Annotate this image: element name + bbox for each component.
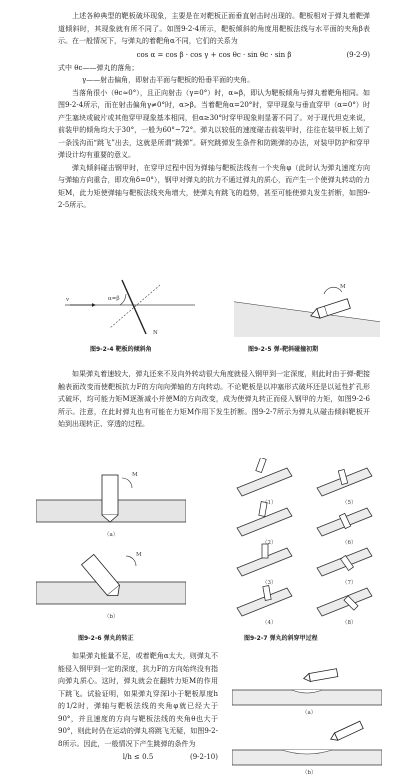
figure-9-2-4 <box>60 270 200 340</box>
paragraph-4: 如果弹丸着速较大，弹丸还来不及向外转动很大角度就侵入钢甲到一定深度，则此时由于弹-靶接触表面改变而使靶板抗力F的方向向弹轴的方向转动。不论靶板是以冲塞形式破坏还是以延性扩孔形式破坏，均可能力矩M逐渐减小并使M的方向改变，成为使弹丸转正而侵入钢甲的力矩，如图9-2-6所示。注意，在此时弹丸也有可能在力矩M作用下发生折断。图9-2-7所示为弹丸从碰击倾斜靶板开始到出现转正、穿透的过程。 <box>58 370 370 428</box>
paragraph-5: 如果弹丸能量不足，或着靶角α太大，则弹丸不能侵入钢甲到一定的深度，抗力F的方向始终没有指向弹丸质心。这时，弹丸就会在翻转力矩M的作用下跳飞。试验证明，如果弹丸穿深l小于靶板厚度h的1/2时，弹轴与靶板法线的夹角φ就已经大于90°，并且速度的方向与靶板法线的夹角θ也大于90°，则此时仍在运动的弹丸将跳飞无疑，如图9-2-8所示。因此，一般情况下产生跳弹的条件为 <box>58 652 218 748</box>
equation-number: (9-2-9) <box>346 50 370 59</box>
paragraph-1: 上述各种典型的靶板破坏现象，主要是在对靶板正面垂直射击时出现的。靶板相对于弹丸着靶弹道倾斜时，其现象就有所不同了。如图9-2-4所示，靶板倾斜的角度用靶板法线与水平面的夹角β表示。在一般情况下，与弹丸的着靶角α不同，它们的关系为 <box>58 12 370 45</box>
step-label-8: （8） <box>342 620 357 626</box>
step-label-6: （6） <box>342 540 357 546</box>
angle-label: α=β <box>108 296 120 302</box>
step-label-7: （7） <box>342 580 357 586</box>
step-label-2: （2） <box>262 540 277 546</box>
step-label-4: （4） <box>262 620 277 626</box>
figure-9-2-6-caption: 图9-2-6 弹丸的转正 <box>78 635 134 642</box>
figure-9-2-4-drawing <box>60 270 200 340</box>
paragraph-2: 当落角很小（θc≈0°），且正向射击（γ=0°）时，α≈β，即认为靶板倾角与弹丸着靶角相同。如图9-2-4所示，而在射击偏角γ≠0°时，α>β。当着靶角α=20°时，穿甲现象与垂直穿甲（α=0°）时产生塞块或破片或其他穿甲现象基本相同，但α≥30°时穿甲现象则显著不同了。对于现代坦克来说，前装甲的倾角均大于30°，一般为60°~72°。弹丸以较低的速度碰击前装甲时，往往在装甲板上划了一条浅沟而“跳飞”出去，这就是所谓“跳弹”。研究跳弹发生条件和防跳弹的办法，对装甲防护和穿甲弹设计均有重要的意义。 <box>58 88 370 159</box>
where-line-1: 式中 θc——弹丸的落角； <box>58 63 139 72</box>
moment-label-b: M <box>136 552 142 558</box>
moment-label: M <box>340 284 346 290</box>
normal-label: N <box>153 330 158 336</box>
equation-9-2-9 <box>58 49 370 61</box>
sub-label-a: （a） <box>302 710 317 716</box>
where-line-2: γ——射击偏角，即射击平面与靶板的铅垂平面的夹角。 <box>82 76 255 84</box>
figure-9-2-4-caption: 图9-2-4 靶板的倾斜角 <box>90 346 152 353</box>
figure-9-2-7-caption: 图9-2-7 弹丸的斜穿甲过程 <box>244 635 318 642</box>
figure-9-2-8 <box>232 660 382 780</box>
figure-9-2-8-drawing <box>232 660 382 780</box>
figure-9-2-5-drawing <box>232 282 382 337</box>
equation-formula: l/h ≤ 0.5 <box>122 753 154 761</box>
text-block-3 <box>58 650 218 764</box>
figure-9-2-6-drawing <box>36 470 186 630</box>
velocity-label: v <box>66 297 70 303</box>
figure-9-2-7-drawing <box>232 458 382 628</box>
sub-label-b: （b） <box>104 614 119 620</box>
step-label-1: （1） <box>262 500 277 506</box>
figure-9-2-5-caption: 图9-2-5 弹-靶斜碰撞初期 <box>248 346 319 353</box>
sub-label-b: （b） <box>302 770 317 776</box>
figure-9-2-5 <box>232 282 382 337</box>
text-block-2 <box>58 368 370 431</box>
equation-formula: cos α = cos β · cos γ + cos θc · sin θc · sin β <box>136 50 292 59</box>
moment-label-a: M <box>132 472 138 478</box>
paragraph-3: 弹丸倾斜碰击钢甲时，在穿甲过程中因为弹轴与靶板法线有一个夹角φ（此时认为弹丸速度方向与弹轴方向重合，即攻角δ=0°），钢甲对弹丸的抗力不通过弹丸的质心，而产生一个使弹丸转动的力矩M，此力矩使弹轴与靶板法线夹角增大，使弹丸有跳飞的趋势，甚至可能使弹丸发生折断，如图9-2-5所示。 <box>58 163 370 209</box>
sub-label-a: （a） <box>104 532 119 538</box>
equation-number: (9-2-10) <box>189 753 218 761</box>
figure-9-2-6 <box>36 470 186 630</box>
equation-9-2-10 <box>58 751 218 763</box>
figure-9-2-7 <box>232 458 382 628</box>
step-label-3: （3） <box>262 580 277 586</box>
text-block-1 <box>58 10 370 212</box>
step-label-5: （5） <box>342 500 357 506</box>
